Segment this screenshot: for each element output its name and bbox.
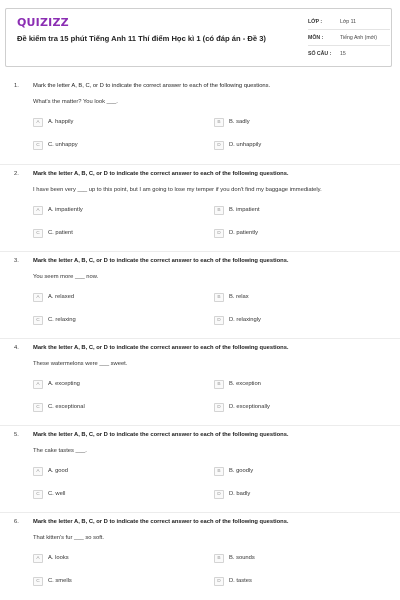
option-text: B. impatient	[229, 207, 260, 213]
option-letter-box: A	[33, 118, 43, 127]
question-number: 4.	[14, 345, 19, 351]
option-text: C. exceptional	[48, 404, 85, 410]
answer-option-a[interactable]	[33, 116, 73, 128]
option-letter-box: A	[33, 467, 43, 476]
option-letter-box: D	[214, 229, 224, 238]
question-stem: That kitten's fur ___ so soft.	[33, 535, 105, 541]
question-stem: I have been very ___ up to this point, but I am going to lose my temper if you don't find my baggage immediately.	[33, 187, 322, 193]
answer-option-c[interactable]	[33, 575, 72, 587]
option-text: D. patiently	[229, 230, 258, 236]
option-text: D. exceptionally	[229, 404, 270, 410]
option-letter-box: A	[33, 293, 43, 302]
option-text: D. tastes	[229, 578, 252, 584]
option-text: B. sounds	[229, 555, 255, 561]
answer-option-d[interactable]	[214, 227, 258, 239]
option-text: C. well	[48, 491, 66, 497]
option-letter-box: C	[33, 403, 43, 412]
answer-option-d[interactable]	[214, 488, 250, 500]
option-text: B. relax	[229, 294, 249, 300]
answer-option-c[interactable]	[33, 139, 78, 151]
option-letter-box: B	[214, 380, 224, 389]
answer-option-a[interactable]	[33, 204, 83, 216]
answer-option-c[interactable]	[33, 314, 76, 326]
question-item	[0, 251, 400, 338]
option-letter-box: B	[214, 467, 224, 476]
question-number: 5.	[14, 432, 19, 438]
question-instruction: Mark the letter A, B, C, or D to indicate the correct answer to each of the following questions.	[33, 171, 289, 177]
option-letter-box: D	[214, 141, 224, 150]
option-text: C. smells	[48, 578, 72, 584]
option-letter-box: C	[33, 490, 43, 499]
meta-table	[308, 14, 390, 62]
answer-option-c[interactable]	[33, 227, 73, 239]
question-list	[0, 77, 400, 599]
answer-option-b[interactable]	[214, 552, 255, 564]
question-instruction: Mark the letter A, B, C, or D to indicate the correct answer to each of the following questions.	[33, 258, 289, 264]
document-title: Đề kiểm tra 15 phút Tiếng Anh 11 Thí điểm Học kì 1 (có đáp án - Đề 3)	[17, 34, 266, 43]
meta-label: SỐ CÂU :	[308, 51, 332, 57]
option-letter-box: D	[214, 577, 224, 586]
question-instruction: Mark the letter A, B, C, or D to indicate the correct answer to each of the following questions.	[33, 345, 289, 351]
option-letter-box: A	[33, 380, 43, 389]
question-stem: These watermelons were ___ sweet.	[33, 361, 128, 367]
question-stem: The cake tastes ___.	[33, 448, 87, 454]
answer-option-d[interactable]	[214, 575, 252, 587]
meta-value: 15	[340, 51, 346, 57]
option-letter-box: C	[33, 229, 43, 238]
meta-value: Lớp 11	[340, 18, 356, 25]
meta-label: LỚP :	[308, 18, 323, 25]
worksheet-header	[5, 8, 392, 67]
option-letter-box: D	[214, 403, 224, 412]
option-text: D. unhappily	[229, 142, 262, 148]
answer-option-b[interactable]	[214, 291, 249, 303]
option-letter-box: C	[33, 577, 43, 586]
option-text: A. impatiently	[48, 207, 83, 213]
option-letter-box: C	[33, 141, 43, 150]
question-number: 3.	[14, 258, 19, 264]
option-letter-box: B	[214, 118, 224, 127]
option-text: A. relaxed	[48, 294, 75, 300]
question-instruction: Mark the letter A, B, C, or D to indicate the correct answer to each of the following questions.	[33, 519, 289, 525]
option-text: C. unhappy	[48, 142, 78, 148]
question-item	[0, 512, 400, 599]
option-letter-box: D	[214, 316, 224, 325]
answer-option-d[interactable]	[214, 401, 270, 413]
answer-option-c[interactable]	[33, 488, 65, 500]
option-text: D. relaxingly	[229, 317, 261, 323]
answer-option-a[interactable]	[33, 552, 69, 564]
question-item	[0, 164, 400, 251]
option-text: B. exception	[229, 381, 261, 387]
question-stem: You seem more ___ now.	[33, 274, 99, 280]
answer-option-c[interactable]	[33, 401, 85, 413]
answer-option-a[interactable]	[33, 291, 74, 303]
answer-option-b[interactable]	[214, 204, 260, 216]
question-item	[0, 425, 400, 512]
option-text: B. sadly	[229, 119, 250, 125]
question-number: 6.	[14, 519, 19, 525]
question-number: 2.	[14, 171, 19, 177]
answer-option-a[interactable]	[33, 465, 68, 477]
answer-option-d[interactable]	[214, 139, 261, 151]
option-text: B. goodly	[229, 468, 254, 474]
option-letter-box: B	[214, 206, 224, 215]
option-letter-box: A	[33, 206, 43, 215]
question-item	[0, 338, 400, 425]
option-letter-box: B	[214, 293, 224, 302]
question-instruction: Mark the letter A, B, C, or D to indicate the correct answer to each of the following questions.	[33, 432, 289, 438]
question-instruction: Mark the letter A, B, C, or D to indicate the correct answer to each of the following questions.	[33, 83, 271, 89]
answer-option-d[interactable]	[214, 314, 261, 326]
meta-row-subject	[308, 30, 390, 46]
option-text: A. looks	[48, 555, 69, 561]
option-letter-box: C	[33, 316, 43, 325]
question-item	[0, 77, 400, 164]
option-text: A. excepting	[48, 381, 80, 387]
meta-label: MÔN :	[308, 34, 324, 41]
question-number: 1.	[14, 83, 19, 89]
option-text: A. happily	[48, 119, 74, 125]
option-text: A. good	[48, 468, 68, 474]
meta-value: Tiếng Anh (mới)	[340, 34, 377, 41]
meta-row-count	[308, 46, 390, 62]
answer-option-a[interactable]	[33, 378, 80, 390]
brand-logo: QUIZIZZ	[17, 16, 69, 29]
answer-option-b[interactable]	[214, 116, 250, 128]
meta-row-class	[308, 14, 390, 30]
answer-option-b[interactable]	[214, 465, 253, 477]
question-stem: What's the matter? You look ___.	[33, 99, 118, 105]
answer-option-b[interactable]	[214, 378, 261, 390]
option-letter-box: B	[214, 554, 224, 563]
option-text: D. badly	[229, 491, 251, 497]
option-text: C. patient	[48, 230, 73, 236]
option-letter-box: A	[33, 554, 43, 563]
option-letter-box: D	[214, 490, 224, 499]
option-text: C. relaxing	[48, 317, 76, 323]
